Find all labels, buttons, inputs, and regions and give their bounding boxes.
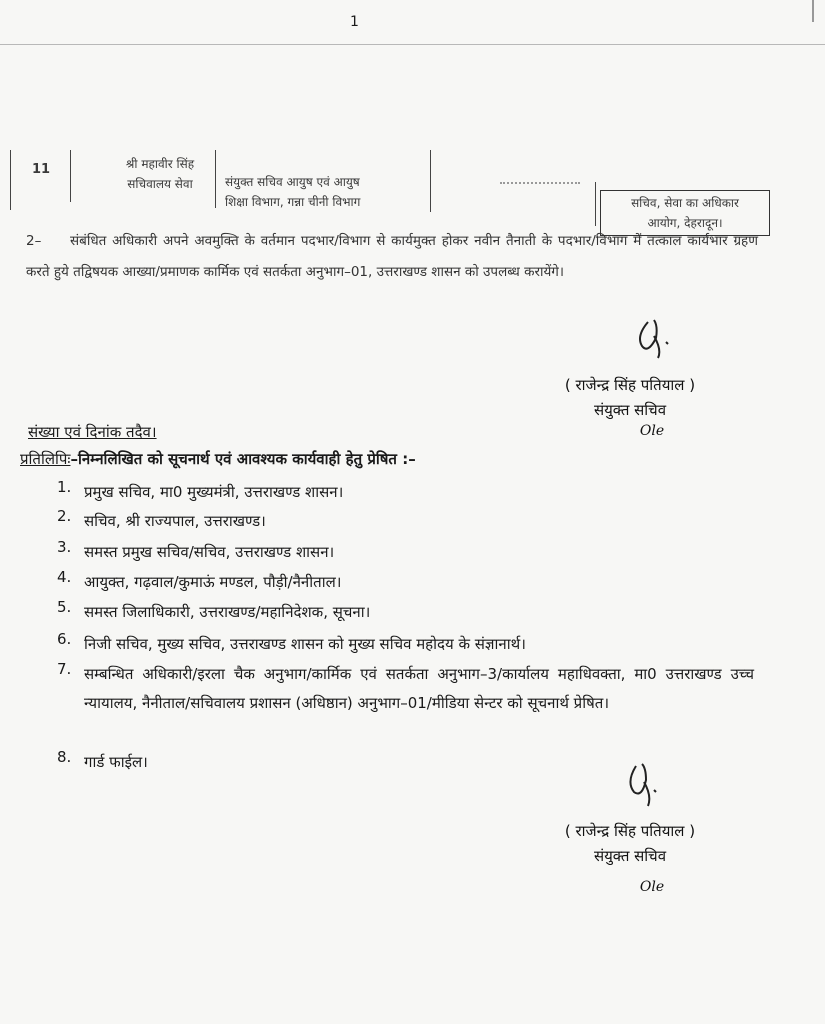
officer-name: श्री महावीर सिंह bbox=[125, 157, 195, 171]
signatory-title: संयुक्त सचिव bbox=[593, 847, 667, 865]
item-text: आयुक्त, गढ़वाल/कुमाऊं मण्डल, पौड़ी/नैनीताल। bbox=[84, 573, 342, 591]
current-post-line2: शिक्षा विभाग, गन्ना चीनी विभाग bbox=[225, 195, 361, 209]
item-text: प्रमुख सचिव, मा0 मुख्यमंत्री, उत्तराखण्ड शासन। bbox=[84, 483, 344, 501]
new-post-line1: सचिव, सेवा का अधिकार bbox=[631, 196, 739, 210]
table-border bbox=[70, 150, 71, 202]
current-post-line1: संयुक्त सचिव आयुष एवं आयुष bbox=[225, 175, 360, 189]
item-number: 7. bbox=[57, 660, 72, 678]
officer-name-cell bbox=[100, 154, 220, 194]
item-number: 3. bbox=[57, 538, 72, 556]
current-post-cell bbox=[225, 172, 425, 212]
page-number: 1 bbox=[350, 14, 359, 30]
signatory-title: संयुक्त सचिव bbox=[593, 401, 667, 419]
edge-mark bbox=[812, 0, 814, 22]
item-text: निजी सचिव, मुख्य सचिव, उत्तराखण्ड शासन को मुख्य सचिव महोदय के संज्ञानार्थ। bbox=[84, 635, 526, 653]
item-text: गार्ड फाईल। bbox=[84, 753, 148, 771]
copy-to-text: –निम्नलिखित को सूचनार्थ एवं आवश्यक कार्यवाही हेतु प्रेषित :– bbox=[70, 450, 416, 468]
item-text: समस्त जिलाधिकारी, उत्तराखण्ड/महानिदेशक, सूचना। bbox=[84, 603, 371, 621]
signatory-initials: Ole bbox=[639, 879, 665, 895]
item-number: 1. bbox=[57, 478, 72, 496]
table-border bbox=[10, 150, 11, 210]
new-post-line2: आयोग, देहरादून। bbox=[647, 216, 723, 230]
item-number: 5. bbox=[57, 598, 72, 616]
reference-line: संख्या एवं दिनांक तदैव। bbox=[28, 423, 157, 441]
copy-to-label: प्रतिलिपिः bbox=[20, 450, 71, 468]
row-serial: 11 bbox=[32, 162, 51, 177]
item-number: 8. bbox=[57, 748, 72, 766]
top-divider bbox=[0, 44, 825, 45]
item-number: 6. bbox=[57, 630, 72, 648]
item-text: सम्बन्धित अधिकारी/इरला चैक अनुभाग/कार्मिक एवं सतर्कता अनुभाग–3/कार्यालय महाधिवक्ता, मा0 उत्तराखण्ड उच्च न्यायालय, नैनीताल/सचिवालय प्रशासन (अधिष्ठान) अनुभाग–01/मीडिया सेन्टर को सूचनार्थ प्रेषित। bbox=[84, 665, 754, 712]
paragraph-2 bbox=[26, 226, 758, 288]
item-number: 2. bbox=[57, 507, 72, 525]
item-text: समस्त प्रमुख सचिव/सचिव, उत्तराखण्ड शासन। bbox=[84, 543, 335, 561]
paragraph-number: 2– bbox=[26, 233, 42, 249]
table-border bbox=[500, 182, 580, 184]
item-number: 4. bbox=[57, 568, 72, 586]
table-border bbox=[595, 182, 596, 226]
signature-block-2 bbox=[530, 818, 730, 896]
table-border bbox=[430, 150, 431, 212]
signature-scribble bbox=[622, 760, 674, 812]
item-text: सचिव, श्री राज्यपाल, उत्तराखण्ड। bbox=[84, 512, 266, 530]
signatory-name: ( राजेन्द्र सिंह पतियाल ) bbox=[564, 376, 696, 394]
officer-service: सचिवालय सेवा bbox=[127, 177, 193, 191]
copy-to-heading bbox=[20, 449, 416, 469]
signatory-initials: Ole bbox=[639, 423, 665, 439]
signature-scribble bbox=[632, 316, 688, 360]
paragraph-text: संबंधित अधिकारी अपने अवमुक्ति के वर्तमान पदभार/विभाग से कार्यमुक्त होकर नवीन तैनाती के पदभार/विभाग में तत्काल कार्यभार ग्रहण करते हुये तद्विषयक आख्या/प्रमाणक कार्मिक एवं सतर्कता अनुभाग–01, उत्तराखण्ड शासन को उपलब्ध करायेंगे। bbox=[26, 233, 758, 280]
signature-block-1 bbox=[530, 372, 730, 440]
table-row bbox=[10, 150, 770, 230]
signatory-name: ( राजेन्द्र सिंह पतियाल ) bbox=[564, 822, 696, 840]
